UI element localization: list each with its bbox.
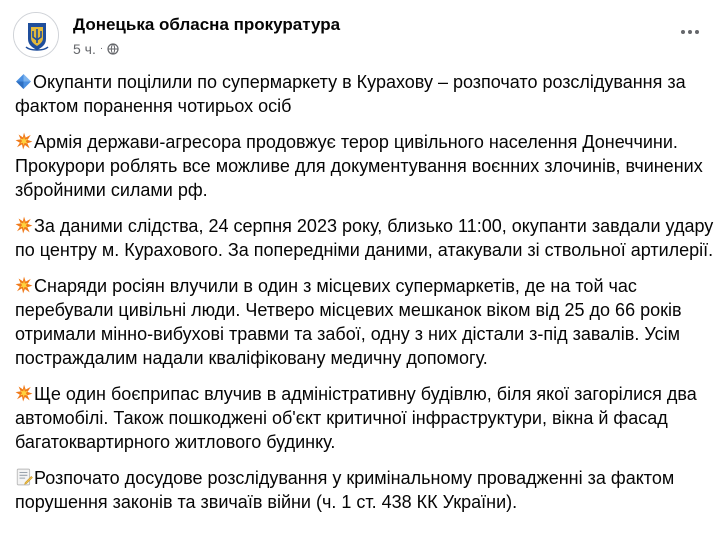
post-paragraph [15,382,715,454]
blue-diamond-icon [15,73,32,90]
prosecutor-emblem-icon [14,13,59,58]
more-options-button[interactable] [675,22,705,42]
paragraph-text: Ще один боєприпас влучив в адміністративну будівлю, біля якої загорілися два автомобілі. Також пошкоджені об'єкт критичної інфраструктури, вікна й фасад багатоквартирного житлового будинку. [15,384,697,452]
post-paragraph [15,70,715,118]
page-avatar[interactable] [13,12,59,58]
collision-icon [15,216,33,234]
post-meta [73,40,119,58]
paragraph-text: Окупанти поцілили по супермаркету в Курахову – розпочато розслідування за фактом поранення чотирьох осіб [15,72,686,116]
paragraph-text: Розпочато досудове розслідування у кримінальному провадженні за фактом порушення законів та звичаїв війни (ч. 1 ст. 438 КК України). [15,468,675,512]
page-name-link[interactable]: Донецька обласна прокуратура [73,15,341,34]
post-paragraph [15,214,715,262]
post-time-link[interactable]: 5 ч. [73,41,96,57]
dot-icon [695,30,699,34]
memo-icon [15,468,33,486]
globe-icon[interactable] [107,43,119,55]
paragraph-text: Армія держави-агресора продовжує терор цивільного населення Донеччини. Прокурори роблять все можливе для документування воєнних злочинів, вчинених збройними силами рф. [15,132,703,200]
post-paragraph [15,130,715,202]
paragraph-text: За даними слідства, 24 серпня 2023 року, близько 11:00, окупанти завдали удару по центру м. Курахового. За попередніми даними, атакували зі ствольної артилерії. [15,216,714,260]
post-paragraph [15,466,715,514]
dot-icon [681,30,685,34]
meta-separator: · [99,43,104,54]
collision-icon [15,384,33,402]
post-paragraph [15,274,715,370]
post-header [13,12,725,62]
paragraph-text: Снаряди росіян влучили в один з місцевих супермаркетів, де на той час перебували цивільні люди. Четверо місцевих мешканок віком від 25 до 66 років отримали мінно-вибухові травми та забої, одну з них дістали з-під завалів. Усім постраждалим надали кваліфіковану медичну допомогу. [15,276,682,368]
collision-icon [15,132,33,150]
post-body [15,70,715,526]
dot-icon [688,30,692,34]
collision-icon [15,276,33,294]
